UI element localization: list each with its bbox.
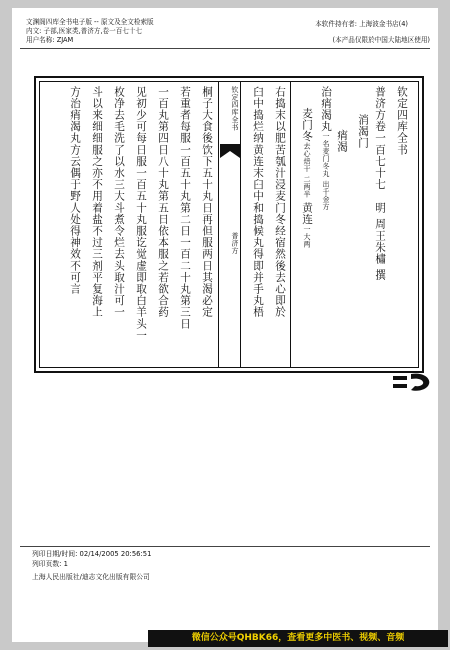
print-pages-label: 列印页数: [32, 560, 62, 568]
text-column-8: 臼中捣烂纳黄连末臼中和捣候丸得即并手丸梧 [252, 86, 264, 318]
text-column-1: 钦定四库全书 [396, 86, 408, 156]
publisher-line: 上海人民出版社/迪志文化出版有限公司 [32, 573, 150, 581]
text-column-11: 一百丸第四日八十丸第五日依本服之若欲合药 [157, 86, 169, 318]
print-date-label: 列印日期/时间: [32, 550, 78, 558]
side-title: 钦定四库全书 [231, 86, 239, 131]
wechat-banner: 微信公众号QHBK66，查看更多中医书、视频、音频 [148, 630, 448, 647]
publisher-seal-icon [393, 370, 433, 394]
text-column-2 [373, 86, 386, 281]
print-pages [32, 560, 68, 569]
ingredient-2-note: 一大两 [303, 225, 311, 248]
subsection-title: 痟渴 [336, 118, 348, 153]
ingredient-line [300, 96, 313, 248]
ingredient-1: 麦门冬 [301, 96, 313, 143]
fish-tail-mark-icon [220, 144, 240, 158]
section-title: 消渴门 [357, 114, 369, 149]
header-authorization-line: (本产品仅限於中国大陆地区使用) [332, 36, 430, 44]
header-user-line: 用户名称: ZJAM [26, 36, 74, 44]
text-frame-inner [39, 81, 419, 368]
text-column-12: 见初少可每日服一百五十丸服讫觉虚即取白羊头一 [135, 86, 147, 342]
volume-title: 普济方卷一百七十七 [374, 86, 386, 191]
header-content-line: 内文: 子部,医家类,普济方,卷一百七十七 [26, 27, 143, 35]
footer-divider [20, 546, 430, 547]
column-divider [290, 82, 291, 367]
text-column-10: 若重者每服一百五十丸第二日一百二十丸第三日 [179, 86, 191, 330]
formula-title [319, 86, 332, 210]
formula-name: 治痟渴丸 [320, 86, 332, 133]
document-page [12, 8, 438, 642]
text-column-14: 斗以来细细服之亦不用着盐不过三剂平复海上 [91, 86, 103, 318]
text-column-15: 方治痟渴丸方云偶于野人处得神效不可言 [69, 86, 81, 295]
formula-note: 一名麦门冬丸 出千金方 [322, 132, 330, 211]
text-column-7: 右捣末以肥苦瓠汁浸麦门冬经宿然後去心即於 [274, 86, 286, 318]
column-divider [218, 82, 219, 367]
header-divider [20, 48, 430, 49]
author-line: 明 周王朱橚 撰 [374, 202, 386, 281]
text-column-13: 枚净去毛洗了以水三大斗煮令烂去头取汁可一 [113, 86, 125, 318]
ingredient-1-note: 去心焙干 二两半 [303, 142, 311, 198]
header-license-line: 本软件持有者: 上海波金书店(4) [315, 20, 408, 28]
print-date [32, 550, 151, 559]
ingredient-2: 黄连 [301, 197, 313, 226]
text-column-9: 桐子大食後饮下五十丸日再但服两日其渴必定 [201, 86, 213, 318]
header-title-line: 文渊阁四库全书电子版 -- 原文及全文检索版 [26, 18, 154, 26]
text-frame [34, 76, 424, 373]
print-pages-value: 1 [63, 560, 68, 568]
side-title-2: 普济方 [231, 232, 239, 255]
print-date-value: 02/14/2005 20:56:51 [79, 550, 152, 558]
